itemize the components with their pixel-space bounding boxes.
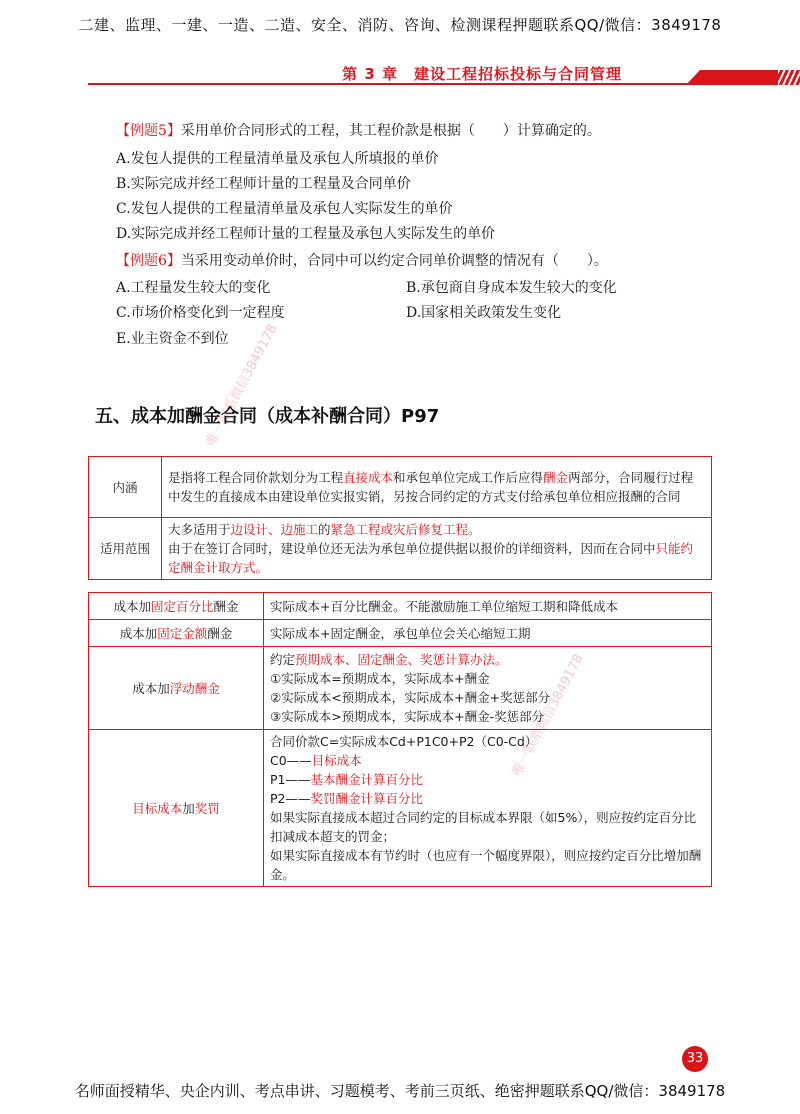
definition-line bbox=[270, 751, 705, 770]
table-row bbox=[89, 620, 712, 647]
note: 如果实际直接成本有节约时（也应有一个幅度界限），则应按约定百分比增加酬金。 bbox=[270, 848, 702, 882]
text-span: 的 bbox=[318, 522, 331, 537]
text-span: 成本加 bbox=[132, 680, 170, 696]
text-span: 由于在签订合同时，建设单位还无法为承包单位提供据以报价的详细资料，因而在合同中 bbox=[168, 541, 656, 556]
example5-question bbox=[116, 120, 601, 140]
note: 如果实际直接成本超过合同约定的目标成本界限（如5%），则应按约定百分比扣减成本超支的罚金； bbox=[270, 810, 697, 844]
text-span: 成本加 bbox=[119, 625, 158, 641]
table-label-cell: 适用范围 bbox=[89, 518, 162, 580]
text-span: 是指将工程合同价款划分为工程 bbox=[168, 470, 344, 485]
table-content-cell bbox=[162, 457, 712, 518]
text-span: 约定 bbox=[270, 652, 296, 667]
highlight-span: 目标成本 bbox=[132, 800, 183, 816]
text-span: 酬金 bbox=[213, 598, 239, 614]
text-span: 成本加 bbox=[113, 598, 151, 614]
text-span: P2—— bbox=[270, 791, 311, 806]
table-label-cell bbox=[89, 730, 264, 887]
chapter-accent-stripes bbox=[778, 70, 800, 85]
definition-line bbox=[270, 770, 705, 789]
highlight-span: 奖罚酬金计算百分比 bbox=[310, 791, 424, 806]
table-row bbox=[89, 647, 712, 730]
chapter-title: 第 3 章 建设工程招标投标与合同管理 bbox=[342, 65, 622, 83]
highlight-span: 固定金额 bbox=[157, 625, 208, 641]
example6-option-d: D.国家相关政策发生变化 bbox=[406, 305, 562, 321]
text-span: 酬金 bbox=[207, 625, 233, 641]
text-span: 加 bbox=[182, 800, 195, 816]
list-item: ②实际成本<预期成本，实际成本+酬金+奖惩部分 bbox=[270, 690, 551, 705]
chapter-header bbox=[88, 64, 800, 88]
example5-option-c: C.发包人提供的工程量清单量及承包人实际发生的单价 bbox=[116, 201, 453, 217]
highlight-span: 酬金 bbox=[543, 470, 569, 485]
highlight-span: 只能约定酬金计取方式。 bbox=[168, 541, 694, 575]
text-span: 大多适用于 bbox=[168, 522, 231, 537]
example6-question bbox=[116, 250, 608, 270]
table-label-cell bbox=[89, 620, 264, 647]
table-row bbox=[89, 730, 712, 887]
table-content-cell bbox=[264, 647, 712, 730]
table-row bbox=[89, 518, 712, 580]
watermark: 唯一联系微信3849178 bbox=[203, 321, 281, 449]
table-content-cell: 实际成本+百分比酬金。不能激励施工单位缩短工期和降低成本 bbox=[264, 593, 712, 620]
example6-option-c: C.市场价格变化到一定程度 bbox=[116, 305, 285, 321]
highlight-span: 浮动酬金 bbox=[169, 680, 220, 696]
top-banner: 二建、监理、一建、一造、二造、安全、消防、咨询、检测课程押题联系QQ/微信：3849178 bbox=[78, 16, 722, 34]
list-item: ③实际成本>预期成本，实际成本+酬金-奖惩部分 bbox=[270, 709, 545, 724]
list-item: ①实际成本=预期成本，实际成本+酬金 bbox=[270, 671, 490, 686]
text-span: P1—— bbox=[270, 772, 311, 787]
highlight-span: 紧急工程或灾后修复工程。 bbox=[330, 522, 481, 537]
definition-line bbox=[270, 789, 705, 808]
text-span: C0—— bbox=[270, 753, 312, 768]
highlight-span: 直接成本 bbox=[343, 470, 394, 485]
highlight-span: 奖罚 bbox=[194, 800, 220, 816]
table-content-cell: 实际成本+固定酬金，承包单位会关心缩短工期 bbox=[264, 620, 712, 647]
table-row bbox=[89, 593, 712, 620]
definition-table bbox=[88, 456, 712, 580]
watermark: 唯一联系微信3849178 bbox=[509, 651, 587, 779]
text-span: 和承包单位完成工作后应得 bbox=[393, 470, 544, 485]
example5-tag: 【例题5】 bbox=[116, 123, 181, 139]
table-label-cell bbox=[89, 593, 264, 620]
example5-option-a: A.发包人提供的工程量清单量及承包人所填报的单价 bbox=[116, 151, 439, 167]
table-content-cell bbox=[264, 730, 712, 887]
formula: 合同价款C=实际成本Cd+P1C0+P2（C0-Cd） bbox=[270, 734, 538, 749]
example5-option-b: B.实际完成并经工程师计量的工程量及合同单价 bbox=[116, 176, 411, 192]
example6-tag: 【例题6】 bbox=[116, 253, 181, 269]
highlight-span: 边设计、边施工 bbox=[230, 522, 319, 537]
section-heading: 五、成本加酬金合同（成本补酬合同）P97 bbox=[95, 406, 440, 427]
example6-option-b: B.承包商自身成本发生较大的变化 bbox=[406, 280, 617, 296]
highlight-span: 基本酬金计算百分比 bbox=[310, 772, 424, 787]
page-number-badge: 33 bbox=[682, 1046, 708, 1072]
text-span: 两部分，合同履行过程中发生的直接成本由建设单位实报实销，另按合同约定的方式支付给承包单位相应报酬的合同 bbox=[168, 470, 694, 504]
highlight-span: 预期成本、固定酬金、奖惩计算办法。 bbox=[295, 652, 508, 667]
table-content-cell bbox=[162, 518, 712, 580]
table-row bbox=[89, 457, 712, 518]
contract-types-table bbox=[88, 592, 712, 887]
example6-stem: 当采用变动单价时，合同中可以约定合同单价调整的情况有（ ）。 bbox=[180, 253, 608, 269]
table-label-cell: 内涵 bbox=[89, 457, 162, 518]
bottom-banner: 名师面授精华、央企内训、考点串讲、习题模考、考前三页纸、绝密押题联系QQ/微信：3849178 bbox=[74, 1082, 726, 1100]
example6-option-e: E.业主资金不到位 bbox=[116, 331, 229, 347]
example6-option-a: A.工程量发生较大的变化 bbox=[116, 280, 271, 296]
highlight-span: 目标成本 bbox=[311, 753, 362, 768]
highlight-span: 固定百分比 bbox=[150, 598, 214, 614]
example5-stem: 采用单价合同形式的工程，其工程价款是根据（ ）计算确定的。 bbox=[180, 123, 601, 139]
table-label-cell bbox=[89, 647, 264, 730]
example5-option-d: D.实际完成并经工程师计量的工程量及承包人实际发生的单价 bbox=[116, 226, 496, 242]
